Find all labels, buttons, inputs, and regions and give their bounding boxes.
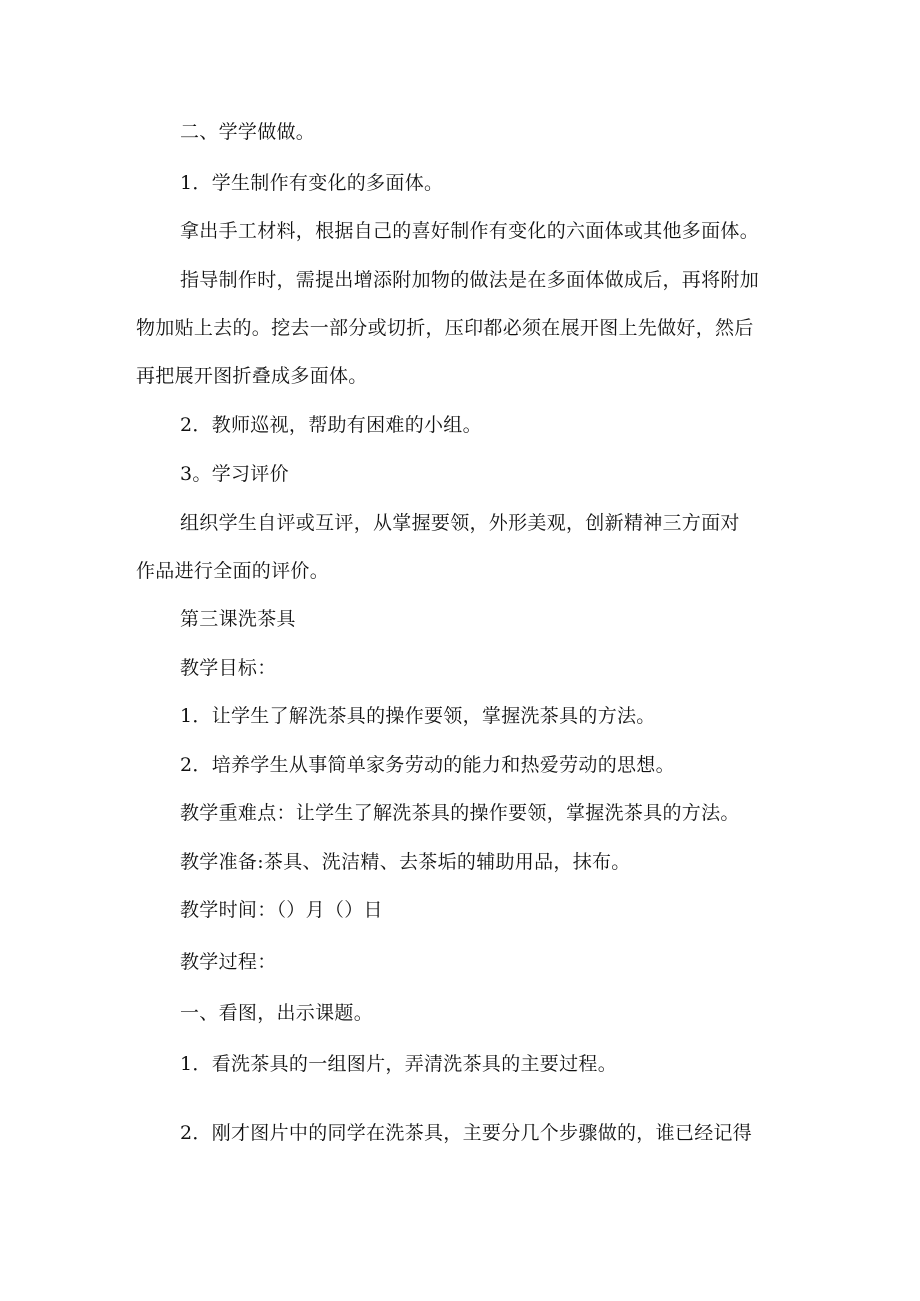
paragraph-line: 指导制作时，需提出增添附加物的做法是在多面体做成后，再将附加	[180, 269, 760, 291]
section-heading: 二、学学做做。	[180, 121, 316, 143]
list-item: 2．培养学生从事简单家务劳动的能力和热爱劳动的思想。	[180, 754, 675, 776]
list-item: 1．让学生了解洗茶具的操作要领，掌握洗茶具的方法。	[180, 705, 656, 727]
list-item: 1．学生制作有变化的多面体。	[180, 172, 444, 194]
list-item: 1．看洗茶具的一组图片，弄清洗茶具的主要过程。	[180, 1053, 617, 1075]
paragraph-line: 教学重难点：让学生了解洗茶具的操作要领，掌握洗茶具的方法。	[180, 802, 740, 824]
subheading: 3。学习评价	[180, 463, 289, 485]
lesson-title: 第三课洗茶具	[180, 608, 296, 630]
paragraph-line: 作品进行全面的评价。	[136, 560, 330, 582]
label: 教学目标：	[180, 657, 277, 679]
list-item: 2．刚才图片中的同学在洗茶具，主要分几个步骤做的，谁已经记得	[180, 1122, 753, 1144]
paragraph-line: 再把展开图折叠成多面体。	[136, 365, 368, 387]
paragraph-line: 组织学生自评或互评，从掌握要领，外形美观，创新精神三方面对	[180, 512, 740, 534]
list-item: 2．教师巡视，帮助有困难的小组。	[180, 414, 482, 436]
paragraph-line: 教学准备:茶具、洗洁精、去茶垢的辅助用品，抹布。	[180, 851, 631, 873]
section-heading: 一、看图，出示课题。	[180, 1002, 374, 1024]
paragraph-line: 拿出手工材料，根据自己的喜好制作有变化的六面体或其他多面体。	[180, 220, 760, 242]
paragraph-line: 教学时间：（）月（）日	[180, 899, 383, 921]
paragraph-line: 物加贴上去的。挖去一部分或切折，压印都必须在展开图上先做好，然后	[136, 317, 754, 339]
label: 教学过程：	[180, 951, 277, 973]
